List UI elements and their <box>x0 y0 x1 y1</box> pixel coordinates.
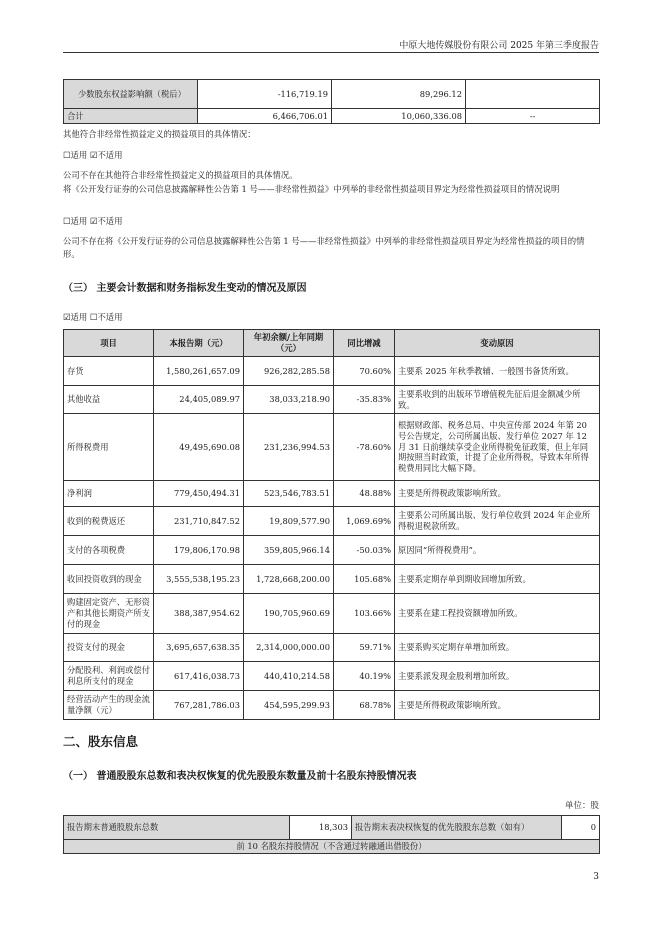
unit-label: 单位：股 <box>564 801 599 811</box>
table-header-row <box>64 330 600 357</box>
cell-item: 购建固定资产、无形资产和其他长期资产所支付的现金 <box>64 594 154 634</box>
header-divider <box>63 52 599 53</box>
table-row <box>64 536 600 565</box>
cell-change: 40.19% <box>334 662 395 691</box>
table-caption: 前 10 名股东持股情况（不含通过转融通出借股份） <box>64 840 600 854</box>
cell-item: 分配股利、利润或偿付利息所支付的现金 <box>64 662 154 691</box>
column-header: 同比增减 <box>334 330 395 357</box>
section-heading: （一） 普通股股东总数和表决权恢复的优先股股东数量及前十名股东持股情况表 <box>63 771 417 782</box>
column-header: 项目 <box>64 330 154 357</box>
cell-change: 48.88% <box>334 481 395 507</box>
applicability-check: ☐适用 ☑不适用 <box>63 216 123 226</box>
cell-prior: 231,236,994.53 <box>244 414 334 481</box>
applicability-check: ☐适用 ☑不适用 <box>63 150 123 160</box>
financial-changes-table <box>63 329 600 720</box>
cell-current: 388,387,954.62 <box>154 594 244 634</box>
cell-reason: 主要系购买定期存单增加所致。 <box>395 634 600 662</box>
table-row <box>64 80 600 109</box>
table-row <box>64 481 600 507</box>
page-header: 中原大地传媒股份有限公司 2025 年第三季度报告 <box>399 41 599 51</box>
cell-prior: 440,410,214.58 <box>244 662 334 691</box>
cell-current: 24,405,089.97 <box>154 386 244 414</box>
cell-prior: 523,546,783.51 <box>244 481 334 507</box>
cell-change: -35.83% <box>334 386 395 414</box>
table-row <box>64 414 600 481</box>
cell-item: 存货 <box>64 357 154 386</box>
table-row <box>64 594 600 634</box>
cell-prior: 190,705,960.69 <box>244 594 334 634</box>
cell-change: -50.03% <box>334 536 395 565</box>
cell-current: 49,495,690.08 <box>154 414 244 481</box>
table-row <box>64 634 600 662</box>
paragraph: 公司不存在将《公开发行证券的公司信息披露解释性公告第 1 号——非经常性损益》中列举的非经常性损益项目界定为经常性损益的项目的情形。 <box>63 236 585 259</box>
page-number: 3 <box>593 872 599 882</box>
cell-current: 231,710,847.52 <box>154 507 244 536</box>
cell-ytd: 10,060,336.08 <box>332 109 466 124</box>
cell-change: -78.60% <box>334 414 395 481</box>
cell-reason: 主要是所得税政策影响所致。 <box>395 691 600 720</box>
table-row <box>64 109 600 124</box>
cell-label: 报告期末普通股股东总数 <box>64 816 290 840</box>
cell-change: 70.60% <box>334 357 395 386</box>
cell-current: 6,466,706.01 <box>198 109 332 124</box>
cell-label: 报告期末表决权恢复的优先股股东总数（如有） <box>352 816 562 840</box>
cell-prior: 2,314,000,000.00 <box>244 634 334 662</box>
paragraph: 其他符合非经常性损益定义的损益项目的具体情况： <box>63 129 256 139</box>
cell-current: 779,450,494.31 <box>154 481 244 507</box>
row-label: 合计 <box>64 109 198 124</box>
row-label: 少数股东权益影响额（税后） <box>64 80 198 109</box>
table-row <box>64 691 600 720</box>
table-row <box>64 357 600 386</box>
column-header: 变动原因 <box>395 330 600 357</box>
paragraph: 公司不存在其他符合非经常性损益定义的损益项目的具体情况。 <box>63 170 298 180</box>
cell-reason: 主要系在建工程投资额增加所致。 <box>395 594 600 634</box>
cell-current: 617,416,038.73 <box>154 662 244 691</box>
cell-item: 经营活动产生的现金流量净额（元） <box>64 691 154 720</box>
cell-item: 净利润 <box>64 481 154 507</box>
table-row <box>64 386 600 414</box>
cell-current: 3,555,538,195.23 <box>154 565 244 594</box>
table-row <box>64 565 600 594</box>
cell-reason: 根据财政部、税务总局、中央宣传部 2024 年第 20 号公告规定，公司所属出版、发行单位 2027 年 12 月 31 日前继续享受企业所得税免征政策，但上年同期按照当时政策，计提了企业所得税，导致本年所得税费用同比大幅下降。 <box>395 414 600 481</box>
cell-reason: 主要系 2025 年秋季教辅、一般图书备货所致。 <box>395 357 600 386</box>
paragraph: 将《公开发行证券的公司信息披露解释性公告第 1 号——非经常性损益》中列举的非经常性损益项目界定为经常性损益项目的情况说明 <box>63 184 560 194</box>
table-row <box>64 507 600 536</box>
cell-reason: 主要系公司所属出版、发行单位收到 2024 年企业所得税退税款所致。 <box>395 507 600 536</box>
cell-change: 105.68% <box>334 565 395 594</box>
cell-item: 投资支付的现金 <box>64 634 154 662</box>
cell-change: 1,069.69% <box>334 507 395 536</box>
table-row <box>64 816 600 840</box>
cell-current: 179,806,170.98 <box>154 536 244 565</box>
cell-prior: 38,033,218.90 <box>244 386 334 414</box>
cell-prior: 359,805,966.14 <box>244 536 334 565</box>
section-title: 二、股东信息 <box>63 734 139 749</box>
cell-change: 68.78% <box>334 691 395 720</box>
cell-current: -116,719.19 <box>198 80 332 109</box>
cell-note: -- <box>466 109 600 124</box>
cell-reason: 主要系收到的出版环节增值税先征后退金额减少所致。 <box>395 386 600 414</box>
cell-prior: 19,809,577.90 <box>244 507 334 536</box>
cell-item: 其他收益 <box>64 386 154 414</box>
cell-reason: 主要系定期存单到期收回增加所致。 <box>395 565 600 594</box>
table-row <box>64 840 600 854</box>
cell-prior: 454,595,299.93 <box>244 691 334 720</box>
cell-value: 0 <box>562 816 600 840</box>
cell-prior: 926,282,285.58 <box>244 357 334 386</box>
cell-item: 支付的各项税费 <box>64 536 154 565</box>
cell-current: 767,281,786.03 <box>154 691 244 720</box>
cell-change: 59.71% <box>334 634 395 662</box>
cell-current: 3,695,657,638.35 <box>154 634 244 662</box>
cell-reason: 主要系派发现金股利增加所致。 <box>395 662 600 691</box>
cell-item: 所得税费用 <box>64 414 154 481</box>
applicability-check: ☑适用 ☐不适用 <box>63 312 123 322</box>
column-header: 本报告期（元） <box>154 330 244 357</box>
cell-reason: 主要是所得税政策影响所致。 <box>395 481 600 507</box>
table-row <box>64 662 600 691</box>
non-recurring-table <box>63 79 600 124</box>
cell-note <box>466 80 600 109</box>
section-heading: （三） 主要会计数据和财务指标发生变动的情况及原因 <box>63 283 307 294</box>
cell-current: 1,580,261,657.09 <box>154 357 244 386</box>
cell-item: 收到的税费返还 <box>64 507 154 536</box>
cell-prior: 1,728,668,200.00 <box>244 565 334 594</box>
cell-reason: 原因同“所得税费用”。 <box>395 536 600 565</box>
shareholder-summary-table <box>63 815 600 854</box>
cell-ytd: 89,296.12 <box>332 80 466 109</box>
cell-value: 18,303 <box>290 816 352 840</box>
cell-item: 收回投资收到的现金 <box>64 565 154 594</box>
cell-change: 103.66% <box>334 594 395 634</box>
column-header: 年初余额/上年同期（元） <box>244 330 334 357</box>
